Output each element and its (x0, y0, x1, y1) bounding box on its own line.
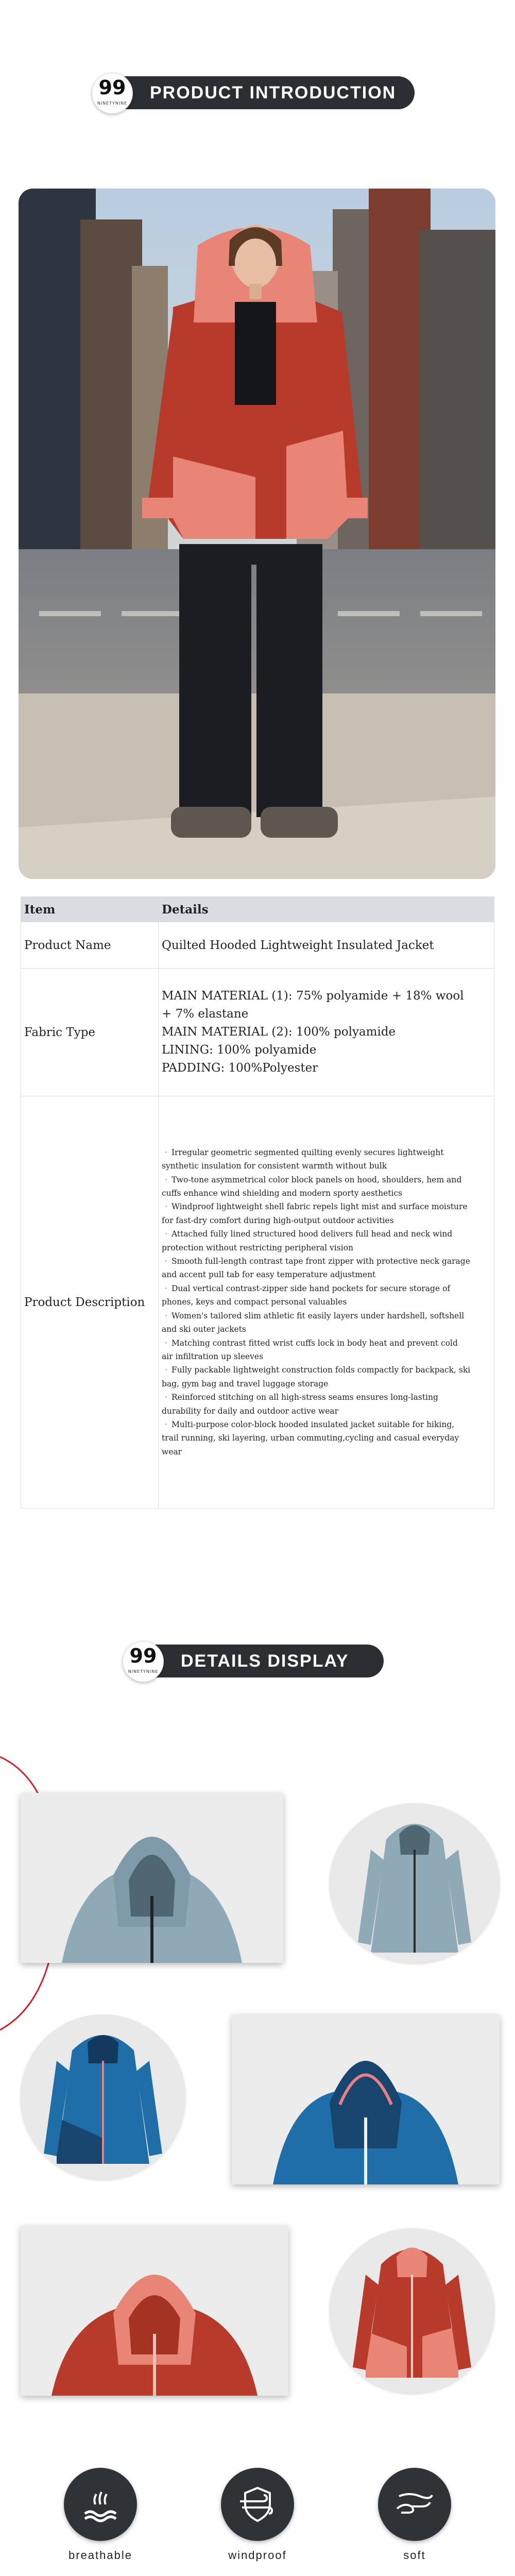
product-info-table (21, 896, 494, 1509)
bullet-icon: · (165, 1283, 167, 1293)
brand-logo-text: NINETYNINE (97, 101, 128, 106)
description-line (162, 1445, 491, 1459)
bullet-icon: · (165, 1365, 167, 1375)
details-title-pill (136, 1645, 384, 1677)
fabric-line: MAIN MATERIAL (1): 75% polyamide + 18% wool (162, 989, 464, 1003)
detail-hood-blue (232, 2014, 500, 2184)
bullet-icon: · (165, 1202, 167, 1212)
description-text: phones, keys and compact personal valuables (162, 1297, 347, 1307)
feature-windproof (196, 2468, 319, 2562)
description-text: Irregular geometric segmented quilting evenly secures lightweight (171, 1147, 444, 1157)
description-line (162, 1268, 491, 1281)
details-header (0, 1640, 515, 1682)
description-text: Two-tone asymmetrical color block panels on hood, shoulders, hem and (171, 1175, 462, 1184)
description-text: wear (162, 1447, 182, 1456)
intro-title-pill (106, 76, 415, 109)
table-row (21, 922, 494, 969)
description-text: and ski outer jackets (162, 1325, 246, 1334)
description-line (162, 1377, 491, 1391)
fabric-type-label: Fabric Type (21, 969, 159, 1096)
fabric-line: PADDING: 100%Polyester (162, 1061, 318, 1075)
description-text: durability for daily and outdoor active wear (162, 1406, 339, 1416)
description-line (162, 1404, 491, 1418)
bullet-icon: · (165, 1419, 167, 1429)
soft-icon (378, 2468, 451, 2541)
table-row (21, 1096, 494, 1509)
detail-hood-red (21, 2226, 288, 2396)
feature-label: soft (403, 2549, 426, 2562)
description-text: for fast-dry comfort during high-output outdoor activities (162, 1215, 394, 1225)
windproof-icon (221, 2468, 294, 2541)
bullet-icon: · (165, 1311, 167, 1320)
description-line (162, 1350, 491, 1363)
table-header-item: Item (21, 897, 159, 922)
detail-full-grey-blue (330, 1803, 500, 1963)
product-description-label: Product Description (21, 1096, 159, 1509)
description-line (162, 1214, 491, 1227)
fabric-line: LINING: 100% polyamide (162, 1043, 317, 1057)
bullet-icon: · (165, 1229, 167, 1239)
description-text: protection without restricting peripheral vision (162, 1243, 353, 1252)
feature-label: windproof (228, 2549, 287, 2562)
description-line (162, 1200, 491, 1213)
description-line (162, 1187, 491, 1200)
table-row (21, 969, 494, 1096)
description-text: Attached fully lined structured hood delivers full head and neck wind (171, 1229, 453, 1239)
description-line (162, 1227, 491, 1241)
description-line (162, 1418, 491, 1431)
description-text: Reinforced stitching on all high-stress seams ensures long-lasting (171, 1393, 438, 1402)
bullet-icon: · (165, 1147, 167, 1157)
description-text: and accent pull tab for easy temperature adjustment (162, 1270, 376, 1280)
description-text: Multi-purpose color-block hooded insulated jacket suitable for hiking, (171, 1419, 455, 1429)
jacket-front-red (330, 2228, 494, 2393)
fabric-line: + 7% elastane (162, 1007, 249, 1021)
feature-breathable (39, 2468, 162, 2562)
jacket-front-grey-blue (330, 1803, 500, 1963)
brand-logo-text: NINETYNINE (128, 1669, 159, 1674)
description-text: synthetic insulation for consistent warmth without bulk (162, 1161, 387, 1171)
brand-logo-number: 99 (98, 76, 126, 99)
description-text: bag, gym bag and travel luggage storage (162, 1379, 329, 1388)
feature-soft (353, 2468, 476, 2562)
description-line (162, 1363, 491, 1377)
description-text: Matching contrast fitted wrist cuffs lock in body heat and prevent cold (171, 1338, 458, 1348)
description-line (162, 1173, 491, 1187)
description-text: Fully packable lightweight construction folds compactly for backpack, ski (171, 1365, 471, 1375)
hero-illustration (19, 189, 495, 879)
description-line (162, 1391, 491, 1404)
product-name-label: Product Name (21, 922, 159, 969)
description-line (162, 1159, 491, 1173)
description-line (162, 1241, 491, 1255)
description-line (162, 1282, 491, 1295)
brand-logo (123, 1641, 164, 1682)
hero-product-photo (19, 189, 495, 879)
description-text: Smooth full-length contrast tape front zipper with protective neck garage (171, 1257, 470, 1266)
bullet-icon: · (165, 1393, 167, 1402)
intro-title: PRODUCT INTRODUCTION (150, 83, 397, 103)
description-text: cuffs enhance wind shielding and modern sporty aesthetics (162, 1189, 403, 1198)
detail-full-blue (21, 2014, 185, 2179)
detail-full-red (330, 2228, 494, 2393)
description-line (162, 1255, 491, 1268)
feature-label: breathable (68, 2549, 132, 2562)
breathable-icon (64, 2468, 137, 2541)
description-text: air infiltration up sleeves (162, 1351, 264, 1361)
description-line (162, 1309, 491, 1323)
description-text: Dual vertical contrast-zipper side hand pockets for secure storage of (171, 1283, 451, 1293)
bullet-icon: · (165, 1338, 167, 1348)
description-line (162, 1431, 491, 1445)
jacket-hood-blue-closeup (232, 2014, 500, 2184)
fabric-type-value (159, 969, 494, 1096)
brand-logo-number: 99 (129, 1645, 157, 1667)
table-header-row (21, 897, 494, 922)
jacket-hood-red-closeup (21, 2226, 288, 2396)
fabric-line: MAIN MATERIAL (2): 100% polyamide (162, 1025, 396, 1039)
details-title: DETAILS DISPLAY (181, 1651, 349, 1671)
description-line (162, 1295, 491, 1309)
detail-hood-grey-blue (21, 1793, 283, 1963)
brand-logo (92, 73, 133, 114)
jacket-front-blue (21, 2014, 185, 2179)
description-text: trail running, ski layering, urban commuting,cycling and casual everyday (162, 1433, 459, 1443)
description-line (162, 1336, 491, 1350)
description-line (162, 1146, 491, 1159)
bullet-icon: · (165, 1175, 167, 1184)
product-name-value: Quilted Hooded Lightweight Insulated Jacket (159, 922, 494, 969)
product-description-value (159, 1096, 494, 1509)
jacket-hood-closeup (21, 1793, 283, 1963)
intro-header (0, 72, 515, 113)
bullet-icon: · (165, 1257, 167, 1266)
description-text: Windproof lightweight shell fabric repels light mist and surface moisture (171, 1202, 468, 1212)
table-header-details: Details (159, 897, 494, 922)
description-line (162, 1323, 491, 1336)
description-text: Women's tailored slim athletic fit easily layers under hardshell, softshell (171, 1311, 465, 1320)
